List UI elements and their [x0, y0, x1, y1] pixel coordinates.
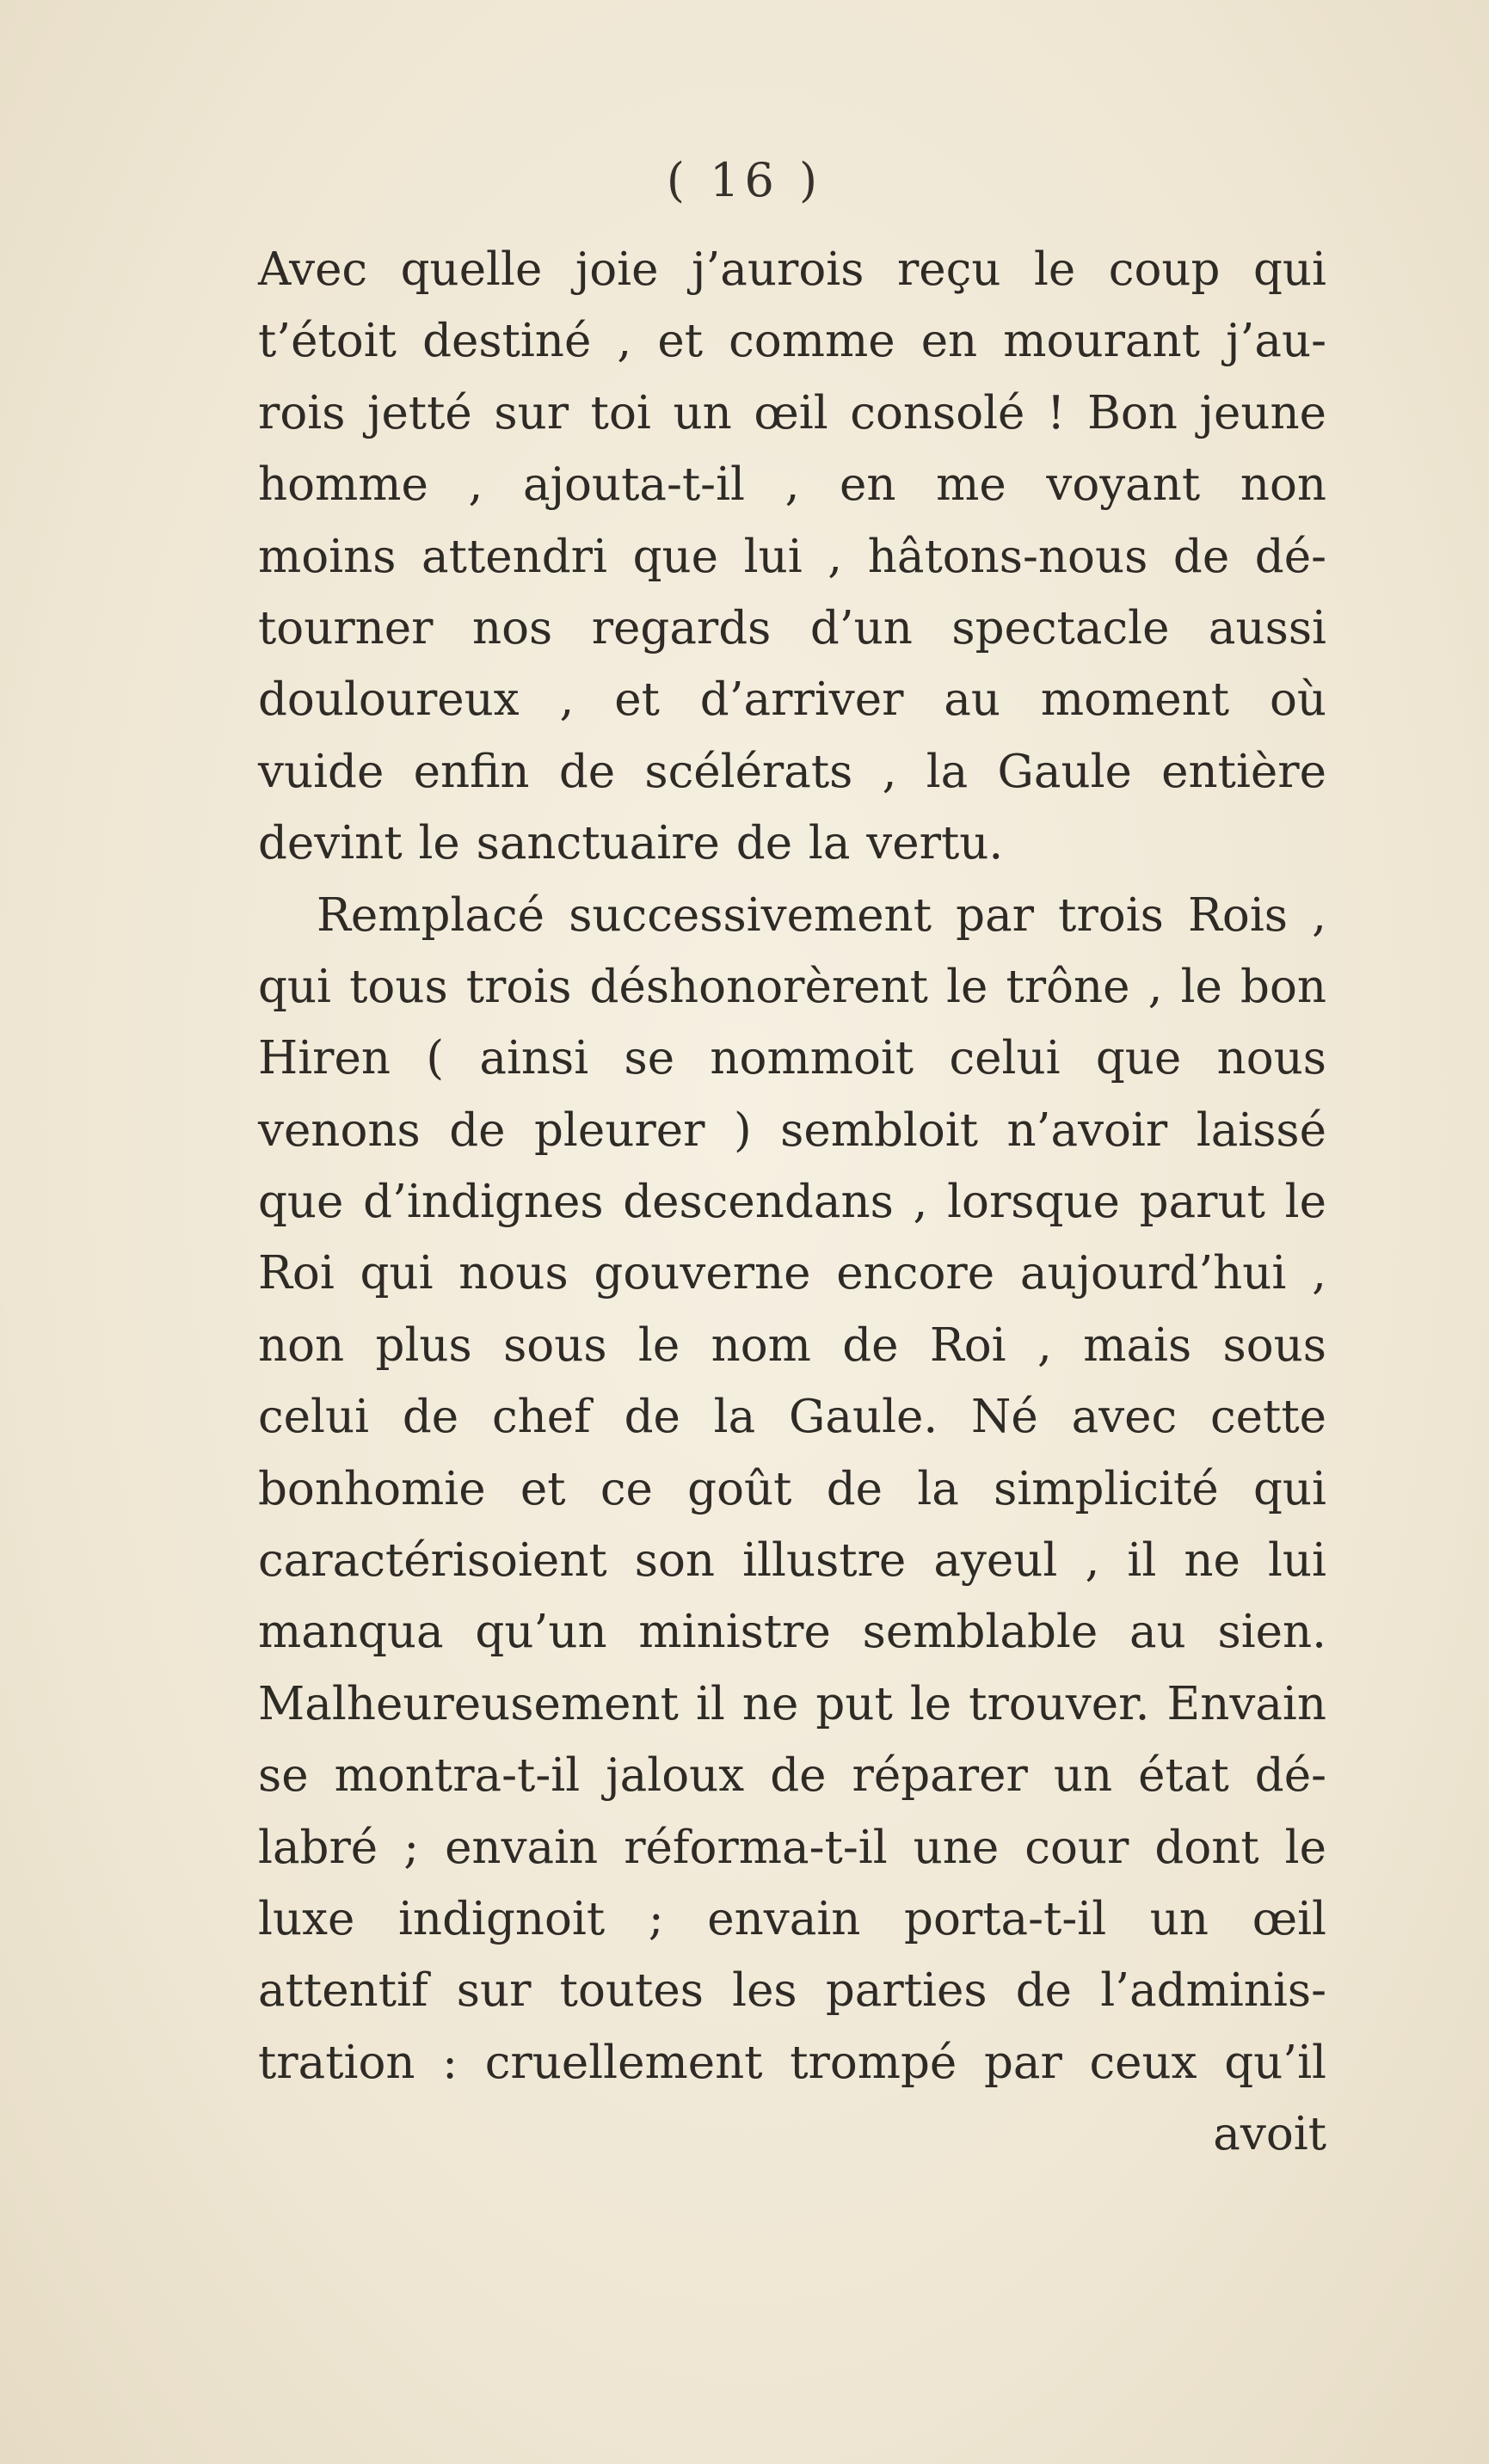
paragraph-end-line: devint le sanctuaire de la vertu. — [258, 817, 1004, 870]
catchword: avoit — [1213, 2108, 1326, 2161]
text-line: venons de pleurer ) sembloit n’avoir laissé — [258, 1103, 1326, 1157]
text-line: Roi qui nous gouverne encore aujourd’hui , — [258, 1247, 1326, 1300]
text-line: caractérisoient son illustre ayeul , il ne lui — [258, 1534, 1326, 1588]
text-line: celui de chef de la Gaule. Né avec cette — [258, 1391, 1326, 1444]
paragraph-start-line: Remplacé successivement par trois Rois , — [317, 888, 1326, 942]
text-line: manqua qu’un ministre semblable au sien. — [258, 1606, 1326, 1659]
text-line: Malheureusement il ne put le trouver. Envain — [258, 1677, 1326, 1730]
text-line: attentif sur toutes les parties de l’adminis- — [258, 1964, 1326, 2018]
text-line: homme , ajouta-t-il , en me voyant non — [258, 458, 1326, 512]
text-line: labré ; envain réforma-t-il une cour dont le — [258, 1821, 1326, 1874]
text-line: qui tous trois déshonorèrent le trône , le bon — [258, 960, 1326, 1013]
text-line: douloureux , et d’arriver au moment où — [258, 673, 1326, 727]
text-line: Avec quelle joie j’aurois reçu le coup qui — [258, 243, 1326, 296]
page-number: ( 16 ) — [666, 153, 823, 207]
text-line: se montra-t-il jaloux de réparer un état dé- — [258, 1749, 1326, 1803]
text-line: bonhomie et ce goût de la simplicité qui — [258, 1462, 1326, 1515]
text-line: moins attendri que lui , hâtons-nous de dé- — [258, 530, 1326, 583]
text-line: que d’indignes descendans , lorsque parut le — [258, 1176, 1326, 1229]
text-line: t’étoit destiné , et comme en mourant j’au- — [258, 315, 1326, 368]
text-line: Hiren ( ainsi se nommoit celui que nous — [258, 1032, 1326, 1085]
text-line: vuide enfin de scélérats , la Gaule entière — [258, 745, 1326, 798]
text-line: tration : cruellement trompé par ceux qu’il — [258, 2036, 1326, 2089]
text-line: rois jetté sur toi un œil consolé ! Bon jeune — [258, 386, 1326, 439]
text-line: non plus sous le nom de Roi , mais sous — [258, 1318, 1326, 1372]
text-line: tourner nos regards d’un spectacle aussi — [258, 601, 1326, 654]
text-line: luxe indignoit ; envain porta-t-il un œil — [258, 1892, 1326, 1945]
body-text — [258, 234, 1326, 2171]
